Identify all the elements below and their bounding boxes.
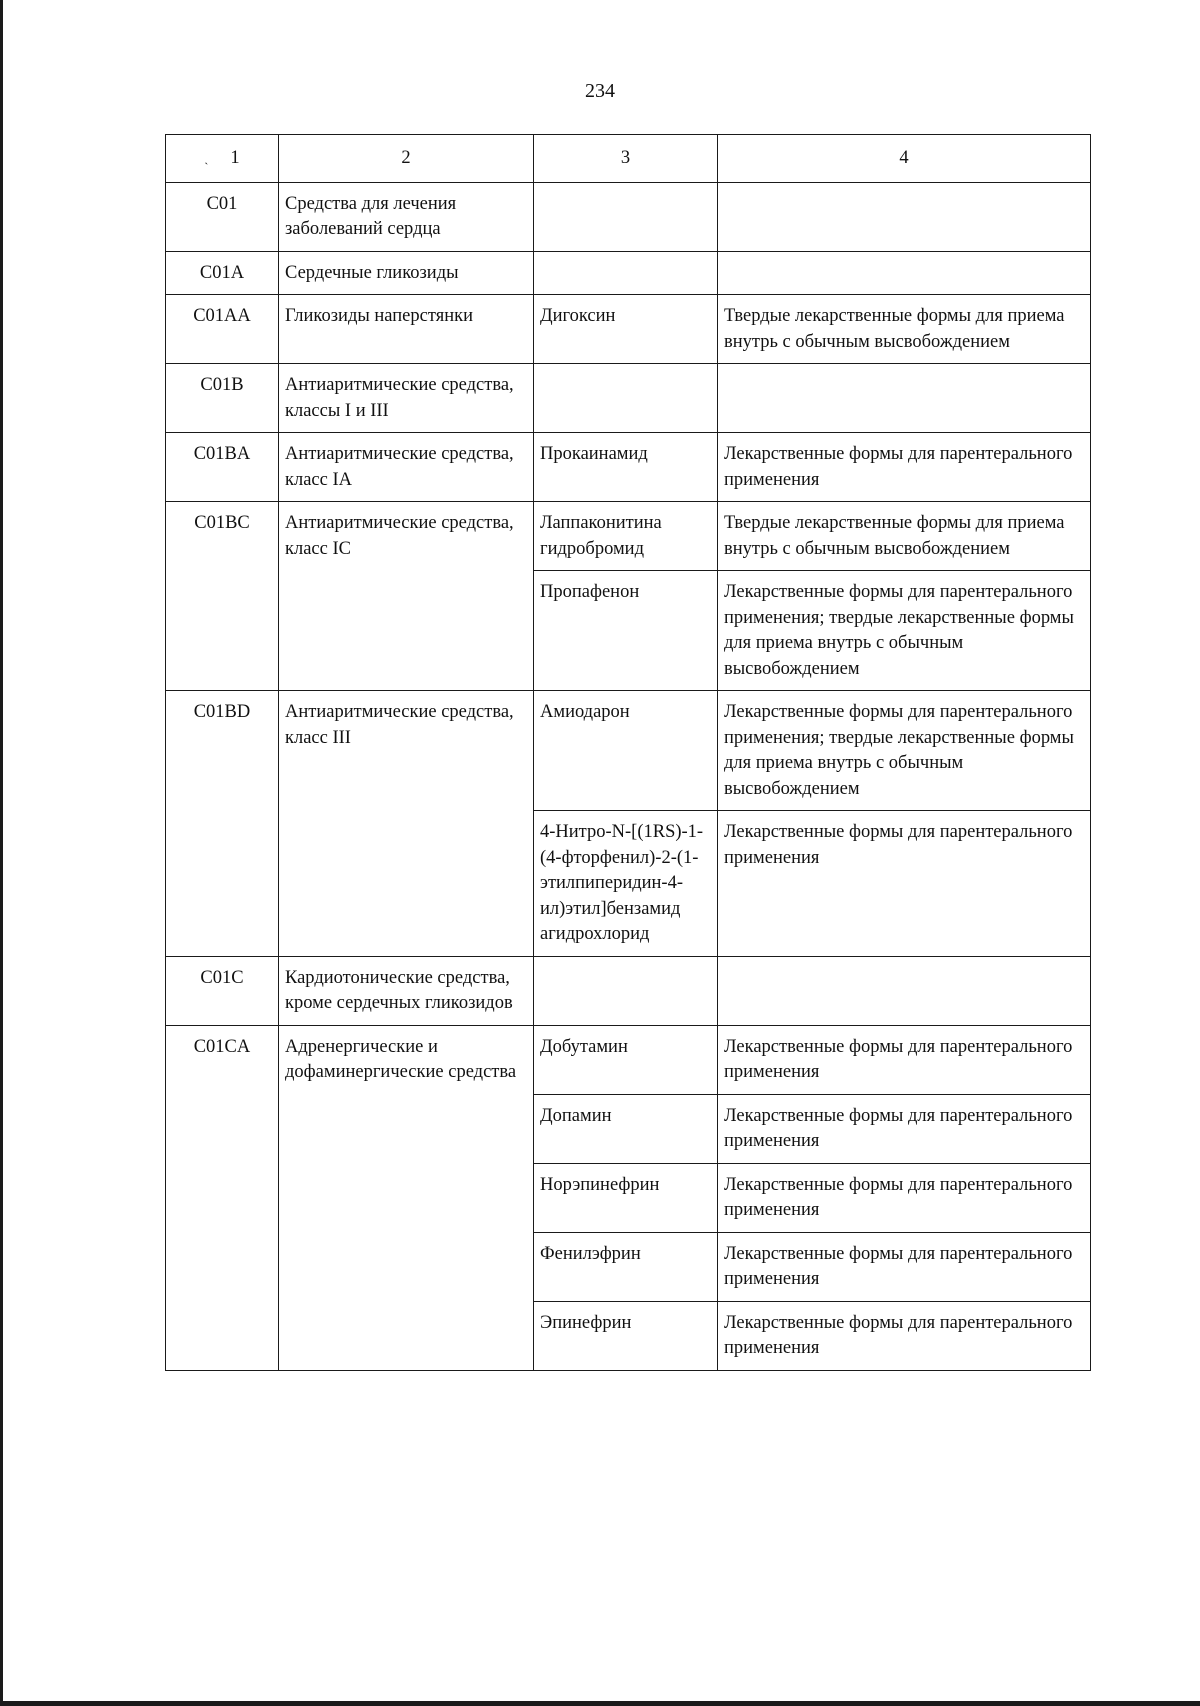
dosage-form: Лекарственные формы для парентерального применения: [718, 1301, 1091, 1370]
dosage-form: Лекарственные формы для парентерального применения; твердые лекарственные формы для приема внутрь с обычным высвобождением: [718, 691, 1091, 811]
table-row: [166, 182, 1091, 251]
dosage-form: [718, 956, 1091, 1025]
atc-code: C01AA: [166, 295, 279, 364]
table-row: [166, 295, 1091, 364]
header-col-3: 3: [534, 135, 718, 183]
table-row: [166, 433, 1091, 502]
atc-code: C01: [166, 182, 279, 251]
group-name: Антиаритмические средства, классы I и III: [279, 364, 534, 433]
drug-name: Прокаинамид: [534, 433, 718, 502]
atc-code: C01CA: [166, 1025, 279, 1370]
drug-name: Лаппаконитина гидробромид: [534, 502, 718, 571]
dosage-form: [718, 364, 1091, 433]
dosage-form: Лекарственные формы для парентерального применения; твердые лекарственные формы для приема внутрь с обычным высвобождением: [718, 571, 1091, 691]
header-col-4: 4: [718, 135, 1091, 183]
dosage-form: Твердые лекарственные формы для приема внутрь с обычным высвобождением: [718, 502, 1091, 571]
atc-code: C01BD: [166, 691, 279, 957]
dosage-form: Лекарственные формы для парентерального применения: [718, 1025, 1091, 1094]
header-col-1: ˎ 1: [166, 135, 279, 183]
scan-tick-mark: ˎ: [204, 151, 209, 165]
page-number: 234: [585, 80, 615, 102]
table-row: [166, 251, 1091, 295]
group-name: Антиаритмические средства, класс IA: [279, 433, 534, 502]
group-name: Кардиотонические средства, кроме сердечных гликозидов: [279, 956, 534, 1025]
drug-name: [534, 956, 718, 1025]
drug-name: Пропафенон: [534, 571, 718, 691]
group-name: Средства для лечения заболеваний сердца: [279, 182, 534, 251]
drug-name: Добутамин: [534, 1025, 718, 1094]
group-name: Гликозиды наперстянки: [279, 295, 534, 364]
table-row: [166, 502, 1091, 571]
atc-code: C01A: [166, 251, 279, 295]
drug-name: Допамин: [534, 1094, 718, 1163]
scan-bottom-edge: [0, 1701, 1200, 1706]
group-name: Антиаритмические средства, класс IC: [279, 502, 534, 691]
dosage-form: Лекарственные формы для парентерального применения: [718, 433, 1091, 502]
table-row: [166, 956, 1091, 1025]
dosage-form: [718, 182, 1091, 251]
scan-left-edge: [0, 0, 3, 1706]
table-row: [166, 691, 1091, 811]
dosage-form: [718, 251, 1091, 295]
drug-name: Фенилэфрин: [534, 1232, 718, 1301]
group-name: Антиаритмические средства, класс III: [279, 691, 534, 957]
group-name: Сердечные гликозиды: [279, 251, 534, 295]
drug-name: Эпинефрин: [534, 1301, 718, 1370]
drug-name: Дигоксин: [534, 295, 718, 364]
atc-code: C01BC: [166, 502, 279, 691]
atc-code: C01C: [166, 956, 279, 1025]
dosage-form: Лекарственные формы для парентерального применения: [718, 1163, 1091, 1232]
drug-name: [534, 251, 718, 295]
drug-name: 4-Нитро-N-[(1RS)-1-(4-фторфенил)-2-(1-этилпиперидин-4-ил)этил]бензамид агидрохлорид: [534, 811, 718, 957]
table-row: [166, 364, 1091, 433]
drug-name: [534, 182, 718, 251]
drug-name: Норэпинефрин: [534, 1163, 718, 1232]
dosage-form: Твердые лекарственные формы для приема внутрь с обычным высвобождением: [718, 295, 1091, 364]
atc-code: C01BA: [166, 433, 279, 502]
header-col-2: 2: [279, 135, 534, 183]
dosage-form: Лекарственные формы для парентерального применения: [718, 1232, 1091, 1301]
drug-table: [165, 134, 1091, 1371]
table-row: [166, 1025, 1091, 1094]
drug-name: Амиодарон: [534, 691, 718, 811]
atc-code: C01B: [166, 364, 279, 433]
group-name: Адренергические и дофаминергические средства: [279, 1025, 534, 1370]
dosage-form: Лекарственные формы для парентерального применения: [718, 811, 1091, 957]
table-header-row: [166, 135, 1091, 183]
drug-name: [534, 364, 718, 433]
dosage-form: Лекарственные формы для парентерального применения: [718, 1094, 1091, 1163]
